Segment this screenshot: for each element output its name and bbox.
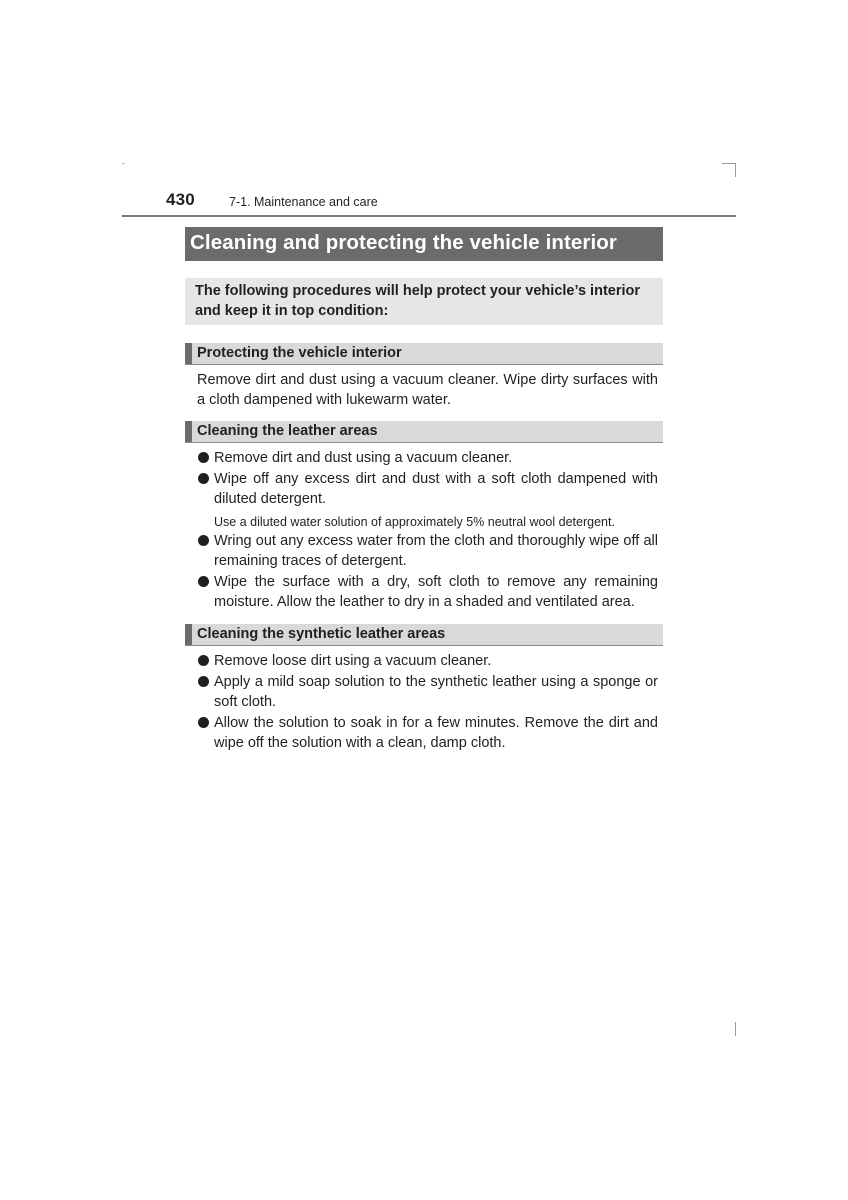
page-title: Cleaning and protecting the vehicle interior [190, 231, 617, 254]
subheading-label: Cleaning the synthetic leather areas [197, 626, 446, 642]
list-item [197, 448, 658, 468]
bullet-icon [198, 717, 209, 728]
subheading-protecting-interior [185, 343, 663, 365]
section-label: 7-1. Maintenance and care [229, 195, 378, 209]
list-item [197, 572, 658, 612]
bullet-icon [198, 452, 209, 463]
subheading-marker [185, 343, 192, 364]
list-item-text: Apply a mild soap solution to the synthetic leather using a sponge or soft cloth. [214, 674, 658, 710]
list-item-text: Wipe off any excess dirt and dust with a soft cloth dampened with diluted detergent. [214, 471, 658, 507]
list-item [197, 713, 658, 753]
list-item [197, 651, 658, 671]
intro-text: The following procedures will help protect your vehicle’s interior and keep it in top condition: [195, 283, 641, 319]
page-title-bar [185, 227, 663, 261]
bullet-icon [198, 676, 209, 687]
bullet-icon [198, 473, 209, 484]
crop-mark-top-right-horizontal [722, 163, 736, 164]
subheading-label: Protecting the vehicle interior [197, 345, 402, 361]
subheading-synthetic-leather [185, 624, 663, 646]
leather-bullet-list-a [197, 448, 658, 510]
header-rule [122, 215, 736, 217]
bullet-icon [198, 535, 209, 546]
list-item-text: Allow the solution to soak in for a few minutes. Remove the dirt and wipe off the solution with a clean, damp cloth. [214, 715, 658, 751]
list-item [197, 672, 658, 712]
synthetic-leather-bullet-list [197, 651, 658, 754]
list-item-text: Remove loose dirt using a vacuum cleaner. [214, 653, 492, 669]
subheading-marker [185, 421, 192, 442]
leather-bullet-list-b [197, 531, 658, 613]
list-item-text: Wipe the surface with a dry, soft cloth to remove any remaining moisture. Allow the leather to dry in a shaded and ventilated area. [214, 574, 658, 610]
subheading-marker [185, 624, 192, 645]
list-item-text: Wring out any excess water from the cloth and thoroughly wipe off all remaining traces of detergent. [214, 533, 658, 569]
crop-mark-top-right-vertical [735, 163, 736, 177]
page-number: 430 [166, 190, 195, 209]
detergent-note: Use a diluted water solution of approximately 5% neutral wool detergent. [214, 515, 615, 529]
protecting-interior-text: Remove dirt and dust using a vacuum cleaner. Wipe dirty surfaces with a cloth dampened with lukewarm water. [197, 372, 658, 408]
list-item [197, 469, 658, 509]
subheading-leather-areas [185, 421, 663, 443]
list-item-text: Remove dirt and dust using a vacuum cleaner. [214, 450, 513, 466]
intro-box [185, 278, 663, 325]
subheading-label: Cleaning the leather areas [197, 423, 378, 439]
list-item [197, 531, 658, 571]
crop-mark-top-left [122, 163, 125, 164]
bullet-icon [198, 576, 209, 587]
crop-mark-bottom-right [735, 1022, 736, 1036]
bullet-icon [198, 655, 209, 666]
